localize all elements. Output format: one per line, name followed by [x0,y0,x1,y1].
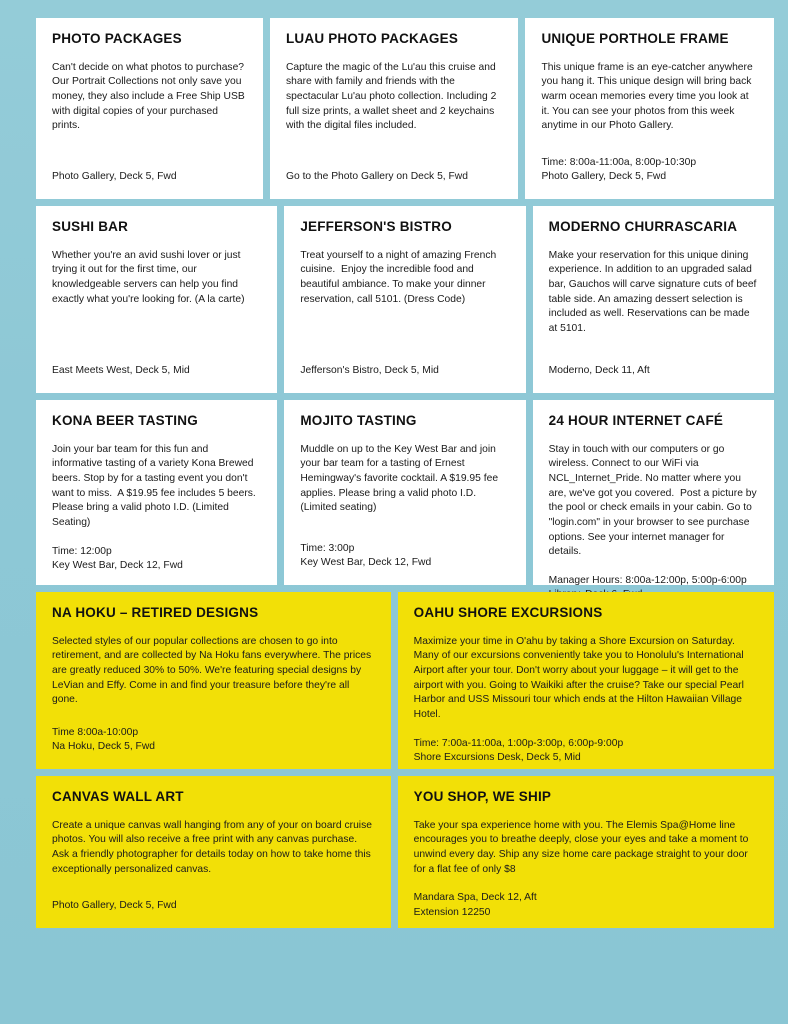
card-title: KONA BEER TASTING [52,413,198,428]
card-spacer [541,148,758,156]
card-body: Take your spa experience home with you. The Elemis Spa@Home line encourages you to breathe deeply, close your eyes and take a moment to unwind every day. Ship any size home care package straight to your door for a flat fee of only $8 [413,819,752,875]
card-na-hoku-retired-designs [36,592,391,769]
card-luau-photo-packages [270,18,519,199]
section-row-tastings [14,400,774,585]
section-row-photo [14,18,774,199]
card-title: MODERNO CHURRASCARIA [548,219,738,234]
card-body: Create a unique canvas wall hanging from any of your on board cruise photos. You will also receive a free print with any canvas purchase. Ask a friendly photographer for details today on how to take home this exceptionally personalized canvas. [52,819,375,875]
card-moderno-churrascaria [533,206,774,393]
card-internet-cafe [533,400,774,585]
card-body: Can't decide on what photos to purchase? Our Portrait Collections not only save you money, they also include a Free Ship USB with digital copies of your purchased prints. [52,61,248,132]
card-body: Treat yourself to a night of amazing French cuisine. Enjoy the incredible food and beautiful ambiance. To make your dinner reservation, call 5101. (Dress Code) [300,249,500,305]
card-spacer [549,351,758,365]
card-photo-packages [36,18,263,199]
card-meta: Manager Hours: 8:00a-12:00p, 5:00p-6:00p [548,574,747,586]
card-body: Whether you're an avid sushi lover or just trying it out for the first time, our knowledgeable servers can help you find exactly what you're looking for. (A la carte) [52,249,245,305]
card-spacer [300,530,509,542]
card-meta: Jefferson's Bistro, Deck 5, Mid [300,365,439,377]
card-meta: Time: 8:00a-11:00a, 8:00p-10:30p Photo Gallery, Deck 5, Fwd [541,156,697,183]
card-title: MOJITO TASTING [300,413,417,428]
card-title: CANVAS WALL ART [52,789,184,804]
flyer-sheet [14,18,774,1010]
card-meta: Moderno, Deck 11, Aft [548,365,650,377]
card-body: Stay in touch with our computers or go wireless. Connect to our WiFi via NCL_Internet_Pride. No matter where you are, we've got you covered. Post a picture by the pool or check emails in your cabin. Go to "login.com" in your browser to see purchase options. See your internet manager for details. [548,443,760,558]
card-meta: Photo Gallery, Deck 5, Fwd [52,171,177,183]
card-mojito-tasting [284,400,525,585]
card-body: Muddle on up to the Key West Bar and join your bar team for a tasting of Ernest Hemingway's favorite cocktail. A $19.95 fee applies. Please bring a valid photo I.D. (Limited seating) [300,443,501,514]
card-body: Make your reservation for this unique dining experience. In addition to an upgraded salad bar, Gauchos will carve signature cuts of beef table side. An amazing dessert selection is included as well. Reservations can be made at 5101. [548,249,760,334]
card-sushi-bar [36,206,277,393]
card-spacer [52,148,247,171]
card-meta: Time: 3:00p Key West Bar, Deck 12, Fwd [300,542,432,569]
card-meta: Time: 12:00p Key West Bar, Deck 12, Fwd [52,545,183,572]
card-meta: Time 8:00a-10:00p Na Hoku, Deck 5, Fwd [52,726,156,753]
card-title: UNIQUE PORTHOLE FRAME [541,31,729,46]
card-body: Capture the magic of the Lu'au this cruise and share with family and friends with the spectacular Lu'au photo collection. Including 2 full size prints, a wallet sheet and 2 keychains with the digital files included. [285,61,500,132]
card-body: Join your bar team for this fun and informative tasting of a variety Kona Brewed beers. Stop by for a tasting event you don't want to miss. A $19.95 fee includes 5 beers. Please bring a valid photo I.D. (Limited Seating) [52,443,259,528]
card-meta: East Meets West, Deck 5, Mid [52,365,190,377]
card-you-shop-we-ship [398,776,774,928]
section-row-shopping [14,592,774,769]
card-body: This unique frame is an eye-catcher anywhere you hang it. This unique design will bring back warm ocean memories every time you look at it. You can see your photos from this week anytime in our Photo Gallery. [541,61,756,132]
card-title: 24 HOUR INTERNET CAFÉ [548,413,724,428]
card-meta: Go to the Photo Gallery on Deck 5, Fwd [285,171,468,183]
card-meta: Photo Gallery, Deck 5, Fwd [52,900,177,912]
card-unique-porthole-frame [525,18,774,199]
card-spacer [286,148,503,171]
section-row-services [14,776,774,928]
card-body: Selected styles of our popular collections are chosen to go into retirement, and are collected by Na Hoku fans everywhere. The prices are greatly reduced 30% to 50%. We're featuring special designs by LeVian and Effy. Come in and find your treasure before they're all gone. [52,635,375,706]
card-title: SUSHI BAR [52,219,129,234]
card-kona-beer-tasting [36,400,277,585]
card-title: PHOTO PACKAGES [52,31,182,46]
card-canvas-wall-art [36,776,391,928]
card-title: JEFFERSON'S BISTRO [300,219,452,234]
card-oahu-shore-excursions [398,592,774,769]
card-meta: Mandara Spa, Deck 12, Aft Extension 12250 [413,892,537,918]
card-title: NA HOKU – RETIRED DESIGNS [52,605,259,620]
card-title: LUAU PHOTO PACKAGES [285,31,459,46]
card-title: OAHU SHORE EXCURSIONS [413,605,603,620]
section-row-dining [14,206,774,393]
card-spacer [52,891,375,899]
card-body: Maximize your time in O'ahu by taking a Shore Excursion on Saturday. Many of our excursions conveniently take you to Honolulu's International Airport after your tour. Don't worry about your luggage – it will get to the airport with you. Going to Waikiki after the cruise? Take our special Pearl Harbor and USS Missouri tour which ends at the Hilton Hawaiian Village Hotel. [413,635,747,720]
card-spacer [52,321,261,364]
card-meta: Time: 7:00a-11:00a, 1:00p-3:00p, 6:00p-9:00p Shore Excursions Desk, Deck 5, Mid [413,737,624,764]
card-title: YOU SHOP, WE SHIP [413,789,552,804]
card-jeffersons-bistro [284,206,525,393]
card-spacer [300,321,509,364]
